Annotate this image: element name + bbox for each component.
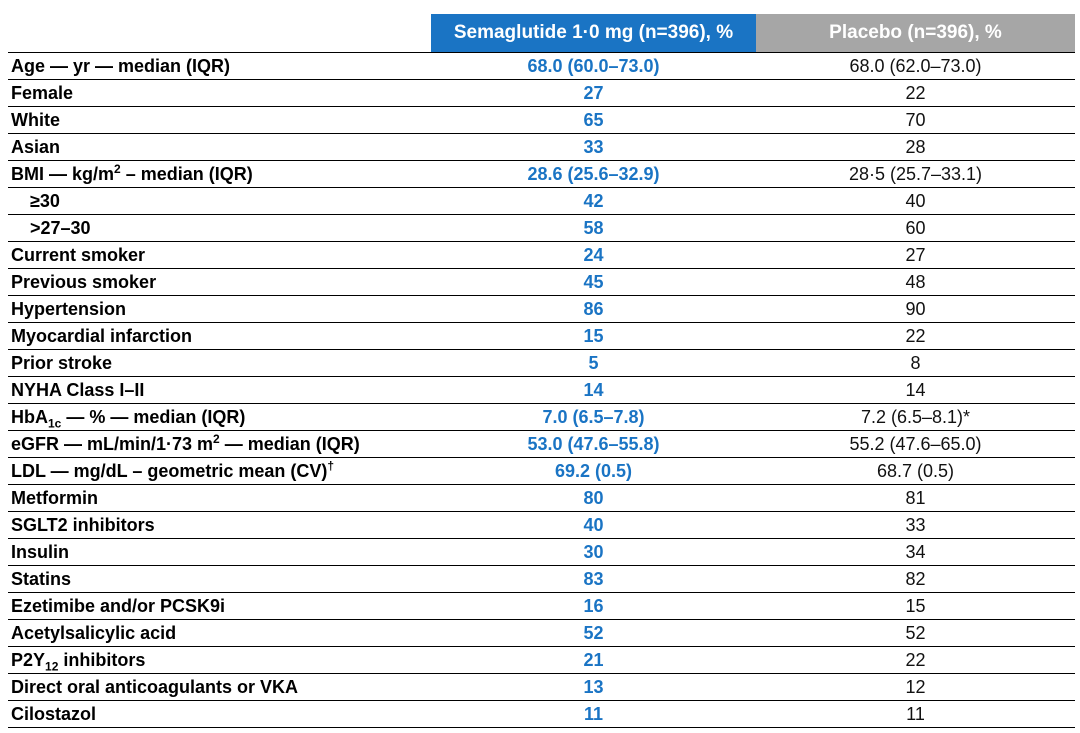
semaglutide-value: 28.6 (25.6–32.9) <box>431 161 756 188</box>
semaglutide-value: 83 <box>431 566 756 593</box>
row-label-fragment: Prior stroke <box>11 353 113 373</box>
row-label-fragment: 2 <box>213 432 220 446</box>
row-label-fragment: inhibitors <box>58 650 146 670</box>
semaglutide-value: 13 <box>431 674 756 701</box>
table-row <box>8 53 1075 80</box>
row-label-fragment: 12 <box>45 659 59 674</box>
row-label <box>8 242 431 269</box>
header-empty-cell <box>8 14 431 53</box>
row-label <box>8 566 431 593</box>
semaglutide-value: 7.0 (6.5–7.8) <box>431 404 756 431</box>
table-row <box>8 485 1075 512</box>
placebo-value: 22 <box>756 80 1075 107</box>
row-label <box>8 296 431 323</box>
row-label <box>8 134 431 161</box>
row-label-fragment: Statins <box>11 569 72 589</box>
row-label <box>8 53 431 80</box>
row-label-fragment: ≥30 <box>30 191 60 211</box>
semaglutide-value: 33 <box>431 134 756 161</box>
placebo-value: 28·5 (25.7–33.1) <box>756 161 1075 188</box>
row-label <box>8 512 431 539</box>
row-label-fragment: eGFR — mL/min/1·73 m <box>11 434 214 454</box>
semaglutide-value: 52 <box>431 620 756 647</box>
semaglutide-value: 58 <box>431 215 756 242</box>
placebo-value: 90 <box>756 296 1075 323</box>
header-semaglutide: Semaglutide 1·0 mg (n=396), % <box>431 14 756 53</box>
semaglutide-value: 14 <box>431 377 756 404</box>
semaglutide-value: 16 <box>431 593 756 620</box>
semaglutide-value: 40 <box>431 512 756 539</box>
placebo-value: 60 <box>756 215 1075 242</box>
row-label <box>8 323 431 350</box>
row-label-fragment: Age — yr — median (IQR) <box>11 56 231 76</box>
row-label <box>8 458 431 485</box>
placebo-value: 55.2 (47.6–65.0) <box>756 431 1075 458</box>
semaglutide-value: 42 <box>431 188 756 215</box>
semaglutide-value: 27 <box>431 80 756 107</box>
table-row <box>8 188 1075 215</box>
placebo-value: 12 <box>756 674 1075 701</box>
semaglutide-value: 11 <box>431 701 756 728</box>
placebo-value: 33 <box>756 512 1075 539</box>
placebo-value: 68.0 (62.0–73.0) <box>756 53 1075 80</box>
row-label-fragment: Previous smoker <box>11 272 157 292</box>
table-row <box>8 323 1075 350</box>
row-label-fragment: – median (IQR) <box>120 164 253 184</box>
row-label <box>8 161 431 188</box>
table-row <box>8 593 1075 620</box>
baseline-characteristics-table-wrap <box>8 14 1075 728</box>
row-label-fragment: >27–30 <box>30 218 91 238</box>
table-row <box>8 701 1075 728</box>
row-label <box>8 107 431 134</box>
table-row <box>8 539 1075 566</box>
table-row <box>8 134 1075 161</box>
row-label-fragment: BMI — kg/m <box>11 164 115 184</box>
row-label <box>8 350 431 377</box>
row-label-fragment: SGLT2 inhibitors <box>11 515 155 535</box>
placebo-value: 8 <box>756 350 1075 377</box>
table-row <box>8 80 1075 107</box>
table-row <box>8 620 1075 647</box>
table-row <box>8 647 1075 674</box>
row-label <box>8 404 431 431</box>
row-label-fragment: LDL — mg/dL – geometric mean (CV) <box>11 461 328 481</box>
row-label-fragment: † <box>327 459 335 473</box>
row-label <box>8 620 431 647</box>
table-row <box>8 350 1075 377</box>
row-label <box>8 269 431 296</box>
row-label-fragment: Current smoker <box>11 245 146 265</box>
semaglutide-value: 65 <box>431 107 756 134</box>
row-label-fragment: Direct oral anticoagulants or VKA <box>11 677 299 697</box>
table-row <box>8 377 1075 404</box>
placebo-value: 28 <box>756 134 1075 161</box>
placebo-value: 48 <box>756 269 1075 296</box>
table-row <box>8 296 1075 323</box>
placebo-value: 40 <box>756 188 1075 215</box>
placebo-value: 68.7 (0.5) <box>756 458 1075 485</box>
row-label-fragment: 2 <box>114 162 121 176</box>
semaglutide-value: 80 <box>431 485 756 512</box>
row-label-fragment: Hypertension <box>11 299 127 319</box>
row-label-fragment: Metformin <box>11 488 98 508</box>
row-label-fragment: 1c <box>48 416 62 431</box>
row-label <box>8 188 431 215</box>
table-row <box>8 242 1075 269</box>
semaglutide-value: 86 <box>431 296 756 323</box>
table-row <box>8 404 1075 431</box>
semaglutide-value: 24 <box>431 242 756 269</box>
row-label <box>8 431 431 458</box>
row-label-fragment: Insulin <box>11 542 69 562</box>
table-row <box>8 161 1075 188</box>
placebo-value: 34 <box>756 539 1075 566</box>
row-label <box>8 647 431 674</box>
row-label <box>8 701 431 728</box>
table-row <box>8 269 1075 296</box>
table-row <box>8 512 1075 539</box>
table-row <box>8 674 1075 701</box>
row-label-fragment: White <box>11 110 60 130</box>
placebo-value: 14 <box>756 377 1075 404</box>
header-placebo: Placebo (n=396), % <box>756 14 1075 53</box>
table-row <box>8 107 1075 134</box>
row-label-fragment: Female <box>11 83 74 103</box>
row-label-fragment: P2Y <box>11 650 46 670</box>
table-row <box>8 431 1075 458</box>
semaglutide-value: 53.0 (47.6–55.8) <box>431 431 756 458</box>
table-row <box>8 566 1075 593</box>
semaglutide-value: 21 <box>431 647 756 674</box>
row-label-fragment: Asian <box>11 137 61 157</box>
row-label <box>8 593 431 620</box>
baseline-characteristics-table <box>8 14 1075 728</box>
row-label-fragment: Cilostazol <box>11 704 97 724</box>
placebo-value: 52 <box>756 620 1075 647</box>
placebo-value: 70 <box>756 107 1075 134</box>
placebo-value: 7.2 (6.5–8.1)* <box>756 404 1075 431</box>
header-row <box>8 14 1075 53</box>
placebo-value: 27 <box>756 242 1075 269</box>
row-label <box>8 674 431 701</box>
row-label-fragment: Acetylsalicylic acid <box>11 623 177 643</box>
placebo-value: 82 <box>756 566 1075 593</box>
placebo-value: 11 <box>756 701 1075 728</box>
semaglutide-value: 45 <box>431 269 756 296</box>
table-body <box>8 53 1075 728</box>
semaglutide-value: 5 <box>431 350 756 377</box>
semaglutide-value: 30 <box>431 539 756 566</box>
placebo-value: 22 <box>756 323 1075 350</box>
row-label-fragment: NYHA Class I–II <box>11 380 145 400</box>
row-label-fragment: Myocardial infarction <box>11 326 193 346</box>
row-label <box>8 539 431 566</box>
semaglutide-value: 68.0 (60.0–73.0) <box>431 53 756 80</box>
row-label-fragment: HbA <box>11 407 48 427</box>
row-label-fragment: Ezetimibe and/or PCSK9i <box>11 596 226 616</box>
placebo-value: 15 <box>756 593 1075 620</box>
semaglutide-value: 69.2 (0.5) <box>431 458 756 485</box>
placebo-value: 81 <box>756 485 1075 512</box>
row-label <box>8 377 431 404</box>
row-label <box>8 485 431 512</box>
table-row <box>8 458 1075 485</box>
placebo-value: 22 <box>756 647 1075 674</box>
row-label-fragment: — median (IQR) <box>219 434 360 454</box>
row-label <box>8 215 431 242</box>
table-row <box>8 215 1075 242</box>
row-label <box>8 80 431 107</box>
semaglutide-value: 15 <box>431 323 756 350</box>
row-label-fragment: — % — median (IQR) <box>61 407 246 427</box>
